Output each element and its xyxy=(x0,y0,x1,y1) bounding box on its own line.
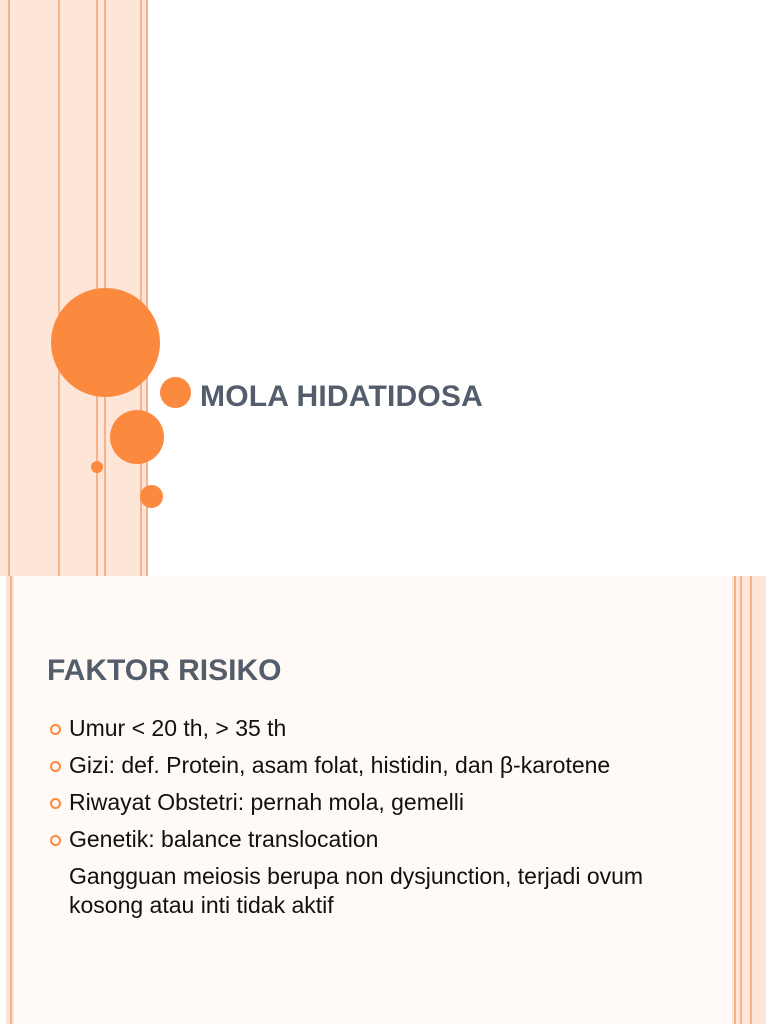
bullet-text: Gangguan meiosis berupa non dysjunction, terjadi ovum kosong atau inti tidak aktif xyxy=(69,863,644,918)
decorative-circle-small xyxy=(140,485,163,508)
decorative-edge xyxy=(0,576,14,1024)
section-heading: FAKTOR RISIKO xyxy=(47,654,282,687)
bullet-item xyxy=(47,825,687,854)
decorative-stripes xyxy=(0,0,150,576)
bullet-circle-icon xyxy=(50,724,61,735)
bullet-text: Riwayat Obstetri: pernah mola, gemelli xyxy=(69,789,464,815)
bullet-text: Gizi: def. Protein, asam folat, histidin, dan β-karotene xyxy=(69,752,611,778)
bullet-item xyxy=(47,862,687,920)
bullet-text: Genetik: balance translocation xyxy=(69,826,379,852)
bullet-circle-icon xyxy=(50,835,61,846)
bullet-item xyxy=(47,714,687,743)
bullet-list xyxy=(47,714,687,928)
bullet-circle-icon xyxy=(50,798,61,809)
slide-title: MOLA HIDATIDOSA xyxy=(200,380,483,413)
decorative-stripes-right xyxy=(732,576,768,1024)
bullet-item xyxy=(47,751,687,780)
decorative-circle xyxy=(160,377,191,408)
decorative-circle-medium xyxy=(110,410,164,464)
content-slide xyxy=(0,576,768,1024)
decorative-circle-tiny xyxy=(91,461,103,473)
bullet-circle-icon xyxy=(50,761,61,772)
bullet-text: Umur < 20 th, > 35 th xyxy=(69,715,287,741)
decorative-circle-large xyxy=(51,288,160,397)
bullet-item xyxy=(47,788,687,817)
